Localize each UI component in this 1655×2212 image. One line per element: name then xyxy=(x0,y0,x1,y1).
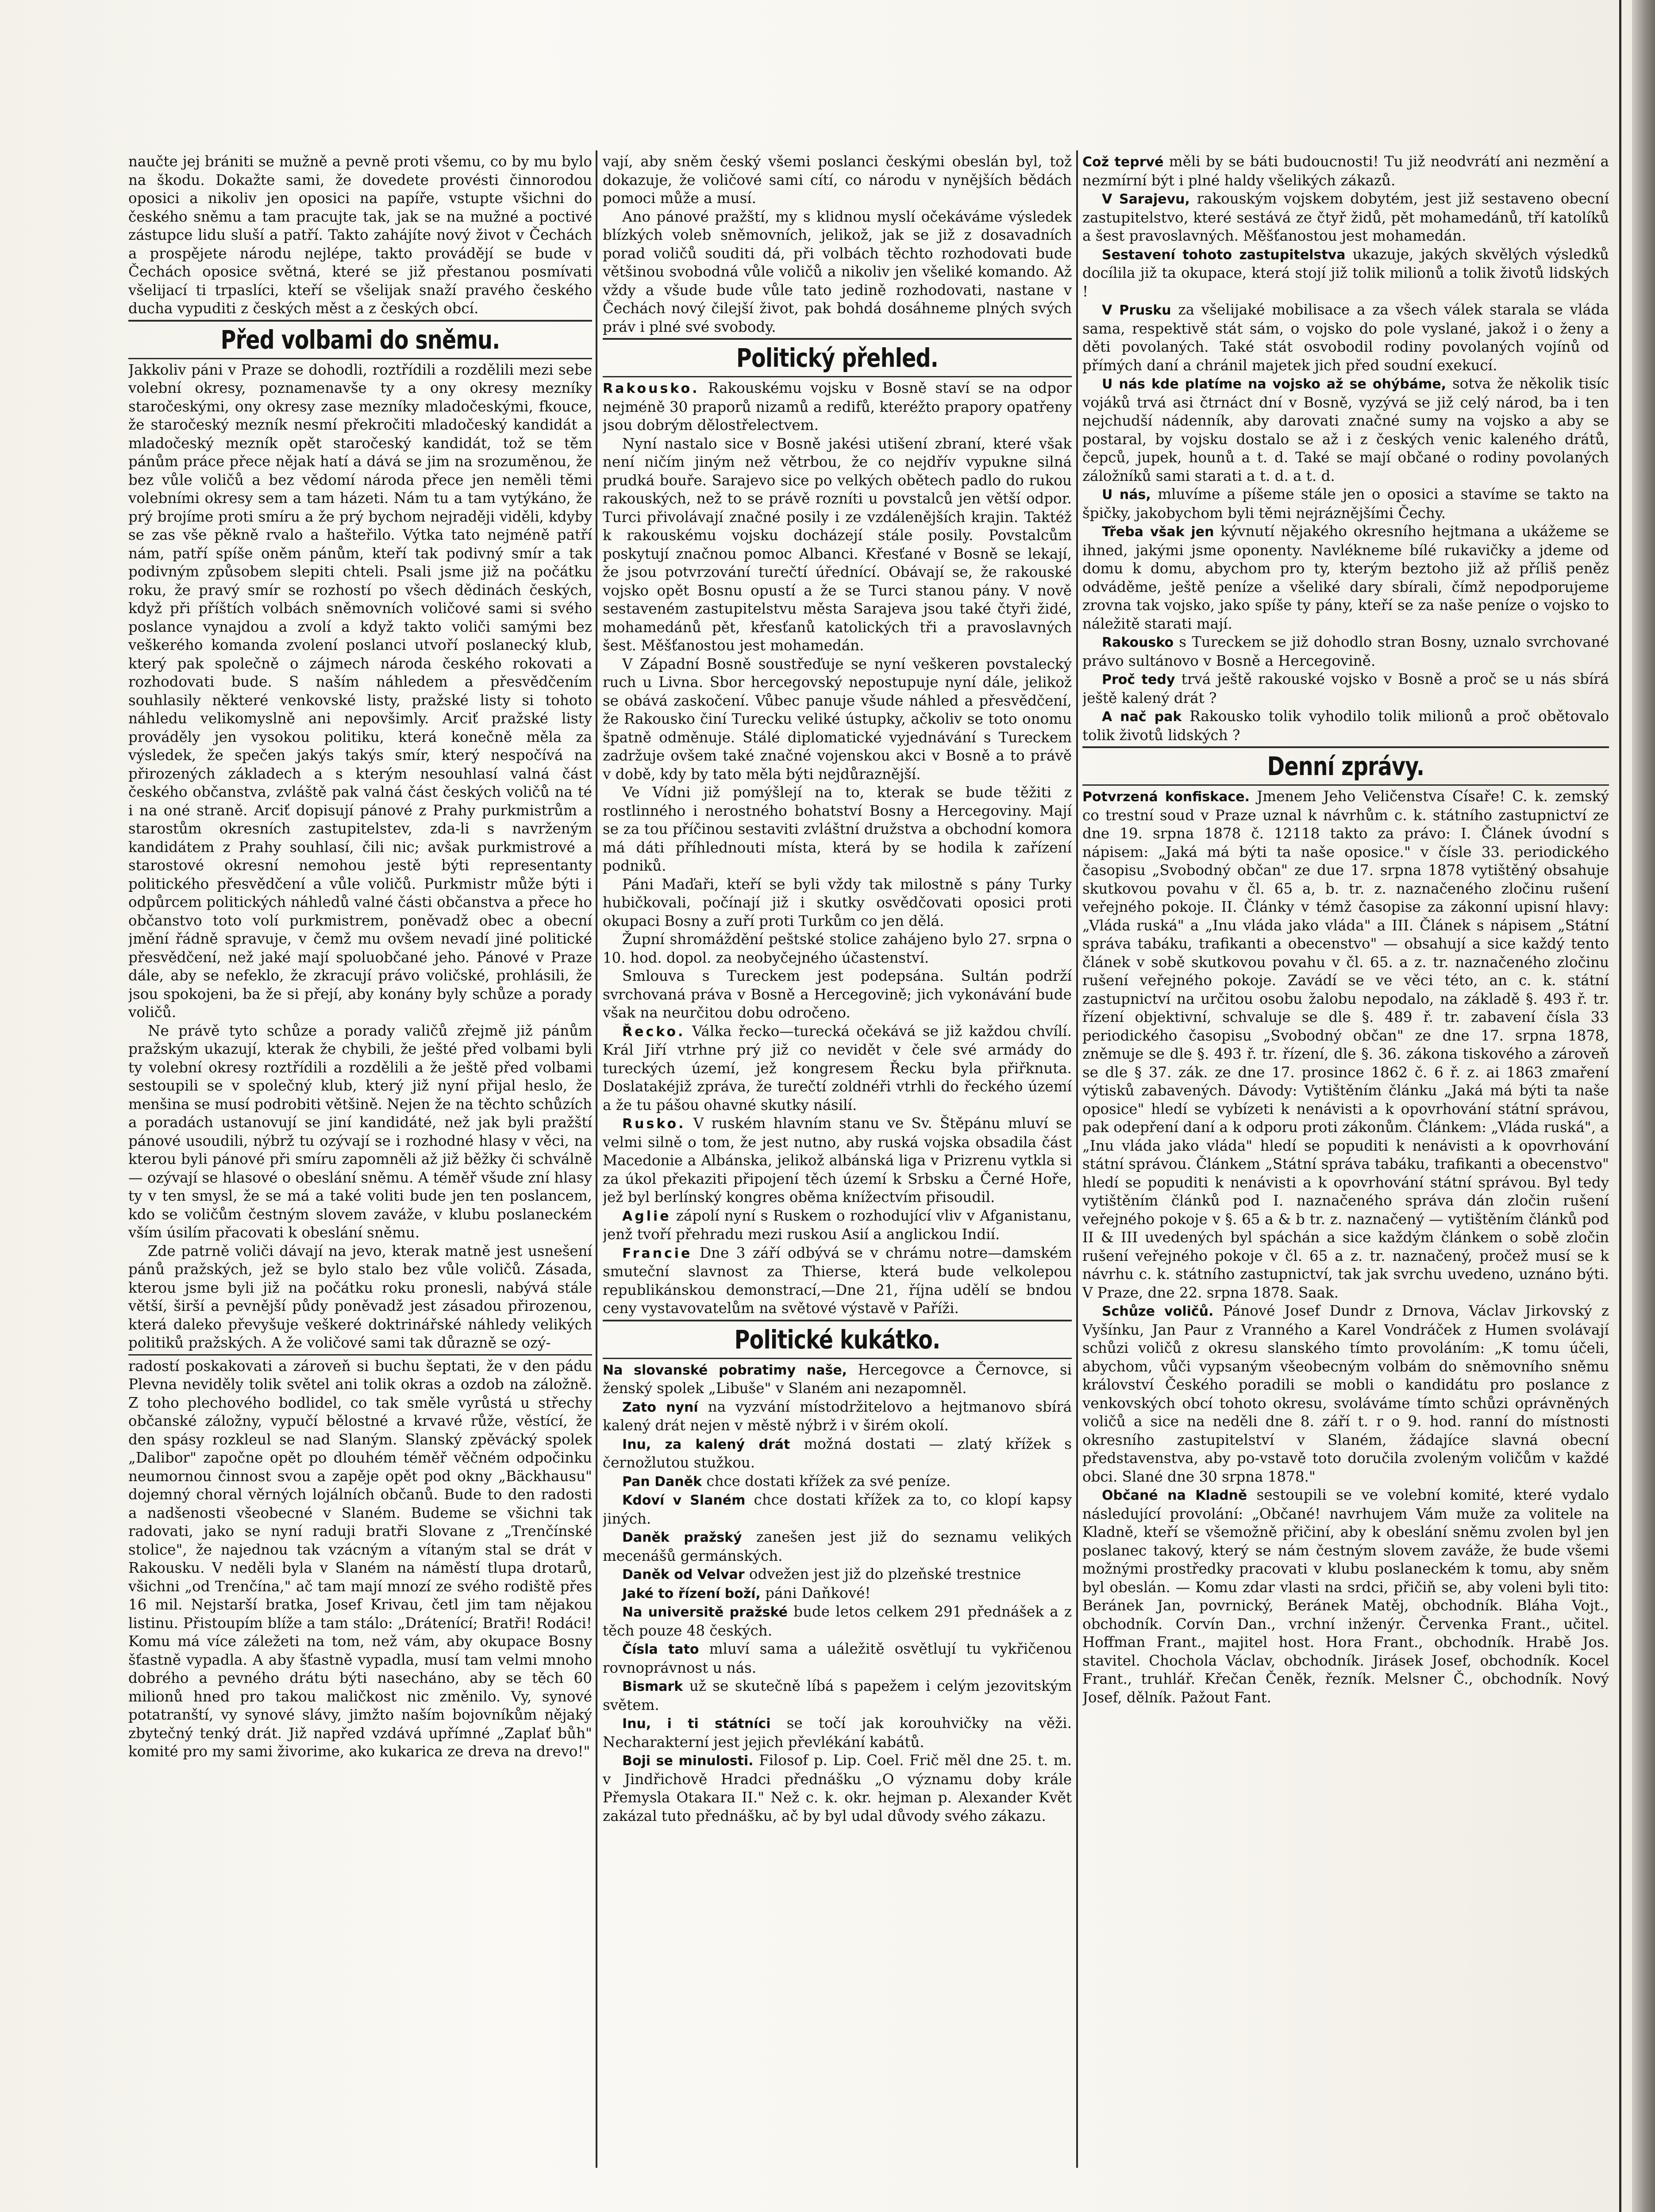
section-divider xyxy=(128,358,592,359)
item-lead: Občané na Kladně xyxy=(1102,1488,1247,1503)
item-text: na vyzvání místodržitelovo a hejtmanovo sbírá kalený drát nejen v městě nýbrž i v širém okolí. xyxy=(603,1398,1072,1434)
section-heading-political-peephole: Politické kukátko. xyxy=(734,1324,940,1355)
news-paragraph: Nyní nastalo sice v Bosně jakési utišení zbraní, které však není ničím jiným než větrbou, že co nejdřív vypukne silná prudká bouře. Sarajevo sice po velkých obětech padlo do rukou rakouských, než to se právě rozníti u povstalců jen větší odpor. Turci přivolávají značné posily i ze vzdálenějších krajin. Taktéž k rakouskému vojsku docházejí stále posily. Povstalcům poskytují značnou pomoc Albanci. Křesťané v Bosně se lekají, že jsou potvrzování turečtí úřednící. Obávají se, že rakouské vojsko opět Bosnu opustí a že se Turci stanou pány. V nově sestaveném zastupitelstvu města Sarajeva jsou také čtyři židé, mohamedánů pět, křesťanů katolických tři a pravoslavných šest. Měšťanostou jest mohamedán. xyxy=(603,435,1072,654)
news-paragraph: Smlouva s Tureckem jest podepsána. Sultán podrží svrchovaná práva v Bosně a Hercegovině; jich vykonávání bude však na neurčitou dobu odročeno. xyxy=(603,968,1072,1021)
item-lead: U nás, xyxy=(1102,487,1151,503)
item-text: sotva že několik tisíc vojáků trvá asi čtrnáct dní v Bosně, vyzývá se již celý národ, ba i ten nejchudší nádenník, aby darovati značné sumy na vojsko a aby se postaral, by vojsku dostalo se až i z českých venic kaleného drátů, čepců, jupek, hounů a t. d. Také se mají občané o rodiny povolaných záložníků sami starati a t. d. a t. d. xyxy=(1082,375,1609,484)
article-continuation-paragraph: vají, aby sněm český všemi poslanci českými obeslán byl, tož dokazuje, že voličové sami cítí, co národu v nynějších bědách pomoci může a musí. xyxy=(603,153,1072,207)
item-text: chce dostati křížek za to, co klopí kapsy jiných. xyxy=(603,1491,1072,1527)
section-divider xyxy=(603,1320,1072,1321)
country-lead: Francie xyxy=(622,1245,693,1261)
section-divider xyxy=(1082,746,1609,748)
section-divider xyxy=(603,1358,1072,1359)
article-continuation-paragraph: naučte jej brániti se mužně a pevně proti všemu, co by mu bylo na škodu. Dokažte sami, že dovedete provésti činnorodou oposici a nikoliv jen oposici na papíře, vstupte všichni do českého sněmu a tam pracujte tak, jak se na mužné a poctivé zástupce lidu sluší a patří. Takto zahájíte nový život v Čechách a prospějete národu nejlépe, takto provádějí se bude v Čechách oposice světná, které se již přestanou posmívati všelijací ti trpaslíci, kteří se všelijak snaží pravého českého ducha vypuditi z českých měst a z českých obcí. xyxy=(128,153,592,317)
feuilleton-paragraph: radostí poskakovati a zároveň si buchu šeptati, že v den pádu Plevna neviděly tolik světel ani tolik okras a ozdob na záložně. Z toho plechového bodlidel, co tak směle vyrůstá u střechy občanské záložny, vypučí bělostné a krvavé růže, věstící, že den spásy rozkleul se nad Slaným. Slanský zpěvácký spolek „Dalibor" započne opět po dlouhém téměř věčném odpočinku neumornou činnost svou a zapěje opět pod okny „Bäckhausu" dojemný choral věrných lojálních občanů. Bude to den radosti a nadšenosti všeobecné v Slaném. Budeme se všichni tak radovati, jako se nyní raduji bratři Slovane z „Trenčínské stolice", že najednou tak vzácným a vítaným stal se drát v Rakousku. V neděli byla v Slaném na náměstí tlupa drotarů, všichni „od Trenčína," ač tam mají mnozí ze svého rodiště přes 16 mil. Nejstarší bratka, Josef Krivau, četl jim tam nějakou listinu. Přistoupím blíže a tam stálo: „Drátenící; Bratři! Rodáci! Komu má více záležeti na tom, než vám, aby okupace Bosny šťastně vypadla. A aby šťastně vypadla, musí tam velmi mnoho dobrého a pevného drátu býti nasecháno, aby se těch 60 milionů hned pro takou maličkost nic změnilo. Vy, synové potatranští, vy synové slávy, jimžto naším bojovníkům nějaký zbytečný tenký drát. Již napřed vzdává upřímné „Zaplať bůh" komité pro my sami živorime, ako kukarica ze dreva na drevo!" xyxy=(128,1357,592,1760)
item-lead: Čísla tato xyxy=(622,1642,699,1657)
page-edge-shadow xyxy=(1632,0,1655,2212)
item-text: Rakousko tolik vyhodilo tolik milionů a proč obětovalo tolik životů lidských ? xyxy=(1082,708,1609,744)
section-heading-political-overview: Politický přehled. xyxy=(736,343,939,373)
article-paragraph: Jakkoliv páni v Praze se dohodli, roztřídili a rozdělili mezi sebe volební okresy, poznamenavše ty a ony okresy mezníky staročeskými, ony okresy zase mezníky mladočeskými, fkouce, že staročeský mezník nesmí překročiti mladočeský kandidát a mladočeský mezník opět staročeský kandidát, tož se těm pánům práce přece nějak hatí a dává se jim na srozuměnou, že bez vůle voličů a bez vědomí národa přece jen neměli těmi volebními okresy sem a tam házeti. Nám tu a tam vytýkáno, že prý brojíme proti smíru a že prý bychom nejraději viděli, kdyby se zas vše pěkně rvalo a hašteřilo. Výtka tato nejméně patří nám, patří spíše oněm pánům, kteří tak podivný smír a tak podivným způsobem slepiti chteli. Psali jsme již na počátku roku, že pravý smír se rozhostí po všech dědinách českých, když při příštích volbách sněmovních voličové sami si svého poslance vynajdou a zvolí a když takto voliči samými bez veškerého komanda zvolení poslanci utvoří poslanecký klub, který pak společně o zájmech národa českého rokovati a rozhodovati bude. S naším náhledem a přesvědčením souhlasily některé venkovské listy, pražské listy si tohoto náhledu velikomyslně ani nepovšimly. Arciť pražské listy prováděly jen vysokou politiku, která konečně měla za výsledek, že spečen jakýs takýs smír, který nespočívá na přirozených základech a s kterým nesouhlasí valná část českého občanstva, zvláště pak valná část českých voličů na té i na oné straně. Arciť dopisují pánové z Prahy purkmistrům a starostům okresních zastupitelstev, zda-li s navrženým kandidátem z Prahy souhlasí, čili nic; avšak purkmistrové a starostové okresní nemohou jestě býti representanty politického přesvědčení a vůle voličů. Purkmistr může býti i odpůrcem politických náhledů valné části občanstva a přece ho občanstvo toto volí purkmistrem, poněvadž obec a obecní jmění řádně spravuje, v čemž mu ovšem nevadí jiné politické přesvědčení, než jaké mají spoluobčané jeho. Pánové v Praze dále, aby se nefeklo, že zkracují právo voličské, prohlásili, že jsou spokojeni, ba že si přejí, aby konány byly schůze a porady voličů. xyxy=(128,361,592,1021)
column-rule xyxy=(1076,150,1078,2168)
item-text: bude letos celkem 291 přednášek a z těch pouze 48 českých. xyxy=(603,1603,1072,1639)
item-text: páni Daňkové! xyxy=(760,1584,871,1601)
item-text: možná dostati — zlatý křížek s černožlutou stužkou. xyxy=(603,1435,1072,1471)
section-divider xyxy=(603,376,1072,377)
item-lead: Potvrzená konfiskace. xyxy=(1082,789,1250,805)
item-text: už se skutečně líbá s papežem i celým jezovitským světem. xyxy=(603,1678,1072,1713)
item-text: rakouským vojskem dobytém, jest již sestaveno obecní zastupitelstvo, které sestává ze čtyř židů, pět mohamedánů, tří katolíků a šest pravoslavných. Měšťanostou jest mohamedán. xyxy=(1082,190,1609,244)
item-lead: Pan Daněk xyxy=(622,1474,702,1490)
news-text: zápolí nyní s Ruskem o rozhodující vliv v Afganistanu, jenž tvoří přehradu mezi ruskou Asií a anglickou Indií. xyxy=(603,1207,1072,1243)
column-middle xyxy=(603,153,1072,2190)
news-text: Dne 3 září odbývá se v chrámu notre—damském smuteční slavnost za Thierse, která bude velkolepou republikánskou demonstrací,—Dne 21, října udělí se bndou ceny vystavovatelům na světové výstavě v Paříži. xyxy=(603,1244,1072,1317)
news-paragraph: V Západní Bosně soustřeďuje se nyní veškeren povstalecký ruch u Livna. Sbor hercegovský nepostupuje nyní dále, jelikož se obává zaskočení. Vůbec panuje všude náhled a přesvědčení, že Rakousko činí Turecku veliké ústupky, ačkoliv se toto onomu špatně odměnuje. Stálé diplomatické vyjednávání s Tureckem zadržuje ovšem také značné vojenskou akci v Bosně a to právě v době, kdy by tato měla býti nejdůraznější. xyxy=(603,655,1072,783)
item-lead: Jaké to řízení boží, xyxy=(622,1586,761,1601)
item-text: mluvíme a píšeme stále jen o oposici a stavíme se takto na špičky, jakobychom byli těmi nejráznějšími Čechy. xyxy=(1082,486,1609,522)
country-lead: Rakousko. xyxy=(603,381,700,396)
item-lead: V Prusku xyxy=(1102,303,1171,318)
item-lead: Boji se minulosti. xyxy=(622,1753,754,1769)
item-lead: Sestavení tohoto zastupitelstva xyxy=(1102,247,1346,263)
section-heading-daily-news: Denní zprávy. xyxy=(1267,751,1424,781)
article-paragraph: Ano pánové pražští, my s klidnou myslí očekáváme výsledek blízkých voleb sněmovních, jelikož, jak se již z dosavadních porad voličů souditi dá, při volbách těchto rozhodovati bude většinou svobodná vůle voličů a nikoliv jen všeliké komando. Až vždy a všude bude vůle tato jedině rozhodovati, nastane v Čechách nový čilejší život, pak bohdá dosáhneme plných svých práv i plné své svobody. xyxy=(603,208,1072,335)
item-lead: Bismark xyxy=(622,1679,683,1694)
article-heading-elections: Před volbami do sněmu. xyxy=(220,324,500,355)
item-text: s Tureckem se již dohodlo stran Bosny, uznalo svrchované právo sultánovo v Bosně a Hercegovině. xyxy=(1082,634,1609,669)
item-text: Filosof p. Lip. Coel. Frič měl dne 25. t. m. v Jindřichově Hradci přednášku „O významu doby krále Přemysla Otakara II." Než c. k. okr. hejman p. Alexander Květ zakázal tuto přednášku, ač by byl udal důvody svého zákazu. xyxy=(603,1752,1072,1824)
item-lead: Daněk od Velvar xyxy=(622,1567,745,1582)
item-lead: Daněk pražský xyxy=(622,1530,742,1545)
country-lead: Aglie xyxy=(622,1208,671,1224)
item-text: se točí jak korouhvičky na věži. Necharakterní jest jejich převlékání kabátů. xyxy=(603,1715,1072,1751)
section-divider xyxy=(1082,784,1609,786)
column-right xyxy=(1082,153,1609,2190)
news-paragraph: Páni Maďaři, kteří se byli vždy tak milostně s pány Turky hubičkovali, počínají již i skutky osvědčovati oposici proti okupaci Bosny a zuří proti Turkům co jen dělá. xyxy=(603,876,1072,929)
item-lead: Inu, i ti státníci xyxy=(622,1716,771,1732)
item-lead: U nás kde platíme na vojsko až se ohýbáme, xyxy=(1102,376,1447,392)
item-text: chce dostati křížek za své peníze. xyxy=(702,1472,951,1490)
item-lead: Proč tedy xyxy=(1102,672,1175,687)
item-text: Pánové Josef Dundr z Drnova, Václav Jirkovský z Vyšínku, Jan Paur z Vranného a Karel Vondráček z Humen svolávají schůzi voličů z okresu slanského tímto provoláním: „K tomu účeli, abychom, vůči vypsaným všeobecným volbám do sněmovního sněmu království Českého poradili se mobli o kandidátu pro poslance z venkovských obcí tohoto okresu, svoláváme tímto schůzi oprávněných voličů a sice na neděli dne 8. září t. r o 9. hod. ranní do místnosti okresního zastupitelství v Slaném, žádajíce slavná obecní představenstva, aby po-vstavě toto doručila zvoleným voličům v každé obci. Slané dne 30 srpna 1878." xyxy=(1082,1302,1609,1485)
item-text: Jmenem Jeho Veličenstva Císaře! C. k. zemský co trestní soud v Praze uznal k návrhům c. k. státního zastupnictví ze dne 19. srpna 1878 č. 12118 takto za právo: I. Článek úvodní s nápisem: „Jaká má býti ta naše oposice." v čísle 33. periodického časopisu „Svobodný občan" ze due 17. srpna 1878 vytištěný obsahuje skutkovou povahu v čl. 65 a, b. tr. z. naznačeného zločinu rušení veřejného pokoje. II. Články v témž časopise za zákonní upisní hlavy: „Vláda ruská" a „Inu vláda jako vláda" a III. Článek s nápisem „Státní správa tabáku, trafikanti a obecenstvo" — obsahují a sice každý tento článek v sobě skutkovou povahu v čl. 65. a z. tr. naznačeného zločinu rušení veřejného pokoje. Zavádí se ve věci této, an c. k. státní zastupnictví na určitou osobu žalobu nepodalo, na základě §. 493 ř. tr. řízení objektivní, schvaluje se dle §. 489 ř. tr. zabavení čísla 33 periodického časopisu „Svobodný občan" ze dne 17. srpna 1878, zněmuje se dle §. 493 ř. tr. řízení, dle §. 36. zákona tiskového a zároveň se dle § 37. zák. ze dne 17. prosince 1862 č. 6 ř. z. ai 1863 zmaření výtisků zabavených. Dávody: Vytištěním článku „Jaká má býti ta naše oposice" hledí se vybízeti k nenávisti a k opovrhování státní správou, pak odepření daní a k odporu proti zákonům. Článkem: „Vláda ruská", a „Inu vláda jako vláda" hledí se popuditi k nenávisti a k opovrhování státní správou. Článkem „Státní správa tabáku, trafikanti a obecenstvo" hledí se popuditi k nenávisti a k opovrhování státní správou. Byl tedy vytištěním článků pod I. naznačeného správa dán zločin rušení veřejného pokoje v §. 65 a & b tr. z. naznačený — vytištěním článků pod II & III uvedených byl spáchán a sice každým článkem o sobě zločin rušení veřejného pokoje v čl. 65 a z. tr. naznačený, pročež musí se k návrhu c. k. státního zastupnictví, tak jak svrchu uvedeno, uznáno býti. V Praze, dne 22. srpna 1878. Saak. xyxy=(1082,788,1609,1301)
item-lead: A nač pak xyxy=(1102,709,1182,725)
item-lead: Zato nyní xyxy=(622,1399,698,1415)
item-text: Hercegovce a Černovce, si ženský spolek „Libuše" v Slaném ani nezapomněl. xyxy=(603,1361,1072,1397)
news-paragraph: Ve Vídni již pomýšlejí na to, kterak se bude těžiti z rostlinného i nerostného bohatství Bosny a Hercegoviny. Mají se za tou příčinou sestaviti zvláštní družstva a obchodní komora má dáti příhlednouti místa, která by se hodila k zařízení podniků. xyxy=(603,784,1072,874)
section-divider xyxy=(603,338,1072,340)
country-lead: Rusko. xyxy=(622,1116,686,1132)
section-divider xyxy=(128,1354,592,1356)
item-text: za všelijaké mobilisace a za všech válek starala se vláda sama, respektivě stát sám, o vojsko do pole vyslané, jakož i o ženy a děti povolaných. Také stát osvobodil rodiny povolaných vojínů od přímých daní a chránil majetek jich před soudní exekucí. xyxy=(1082,301,1609,374)
item-lead: Schůze voličů. xyxy=(1102,1304,1214,1319)
item-lead: Kdoví v Slaném xyxy=(622,1493,746,1508)
news-text: Válka řecko—turecká očekává se již každou chvílí. Král Jiří vtrhne prý již co nevidět v čele své armády do tureckých území, jež kongresem Řecku byla přiřknuta. Doslatakéjiž zpráva, že turečtí zoldnéři vtrhli do řeckého území a že tu pášou ohavné skutky násilí. xyxy=(603,1022,1072,1114)
article-paragraph: Ne právě tyto schůze a porady valičů zřejmě již pánům pražským ukazují, kterak že chybili, že ješté před volbami byli ty volební okresy roztřídili a rozdělili a že ještě před volbami sestoupili se v společný klub, který již nyní přijal heslo, že menšina se musí podrobiti většině. Nejen že na těchto schůzích a poradách ustanovují se jiní kandidáté, než jak byli pražští pánové usoudili, nýbrž tu ozývají se i rozhodné hlasy v věci, na kterou byli pánové při smíru zapomněli až již běžky či schválně — ozývají se hlasové o obeslání sněmu. A téměř všude zní hlasy ty v ten smysl, že se má a také voliti bude jen ten poslancem, kdo se voličům čestným slovem zaváže, v klubu poslaneckém vším úsilím přacovati k obeslání sněmu. xyxy=(128,1022,592,1241)
item-lead: Což teprvé xyxy=(1082,154,1164,170)
item-lead: Inu, za kalený drát xyxy=(622,1436,790,1452)
country-lead: Řecko. xyxy=(622,1024,685,1040)
item-text: sestoupili se ve volební komité, které vydalo následující provolání: „Občané! navrhujem Vám muže za volitele na Kladně, kteří se všemožně přičiní, aby k obeslání sněmu zvolen byl jen poslanec takový, který se nám čestným slovem zaváže, že bude všemi možnými prostředky pracovati v klubu poslaneckém k tomu, aby sněm byl obeslán. — Komu zdar vlasti na srdci, přičiň se, aby voleni byli tito: Beránek Jan, povrnický, Beránek Matěj, obchodník. Bláha Vojt., obchodník. Corvín Dan., vrchní inženýr. Červenka Frant., učitel. Hoffman Frant., majitel host. Hora Frant., obchodník. Hrabě Jos. stavitel. Chochola Václav, obchodník. Jirásek Josef, obchodník. Kocel Frant., truhlář. Křečan Čeněk, řezník. Melsner Č., obchodník. Nový Josef, dělník. Pažout Fant. xyxy=(1082,1486,1609,1706)
item-text: mluví sama a uáležitě osvětlují tu vykřičenou rovnoprávnost u nás. xyxy=(603,1640,1072,1676)
news-text: V ruském hlavním stanu ve Sv. Štěpánu mluví se velmi silně o tom, že jest nutno, aby ruská vojska obsadila část Macedonie a Albánska, jelikož albánská liga v Prizrenu vytkla si za úkol překaziti připojení těch území k Srbsku a Černé Hoře, jež byl berlínský kongres oběma knížectvím přisoudil. xyxy=(603,1115,1072,1206)
item-text: trvá ještě rakouské vojsko v Bosně a proč se u nás sbírá ještě kalený drát ? xyxy=(1082,671,1609,707)
news-paragraph: Župní shromáždění peštské stolice zahájeno bylo 27. srpna o 10. hod. dopol. za neobyčejného účastenství. xyxy=(603,931,1072,966)
item-lead: Na slovanské pobratimy naše, xyxy=(603,1362,847,1378)
item-text: měli by se báti budoucnosti! Tu již neodvrátí ani nezmění a nezmírní být i plné haldy všelikých zákazů. xyxy=(1082,153,1609,189)
column-rule xyxy=(596,150,597,2168)
item-text: odvežen jest již do plzeňské trestnice xyxy=(744,1566,1021,1582)
item-text: ukazuje, jakých skvělých výsledků docílila již ta okupace, která stojí již tolik milionů a tolik životů lidských ! xyxy=(1082,246,1609,300)
item-text: kývnutí nějakého okresního hejtmana a ukážeme se ihned, jakými jsme oponenty. Navlékneme bílé rukavičky a jdeme od domu k domu, abychom pro ty, kterým beztoho již až příliš peněz odváděme, ještě peníze a všeliké dary sbírali, čímž nepodporujeme zrovna tak vojsko, jako spíše ty pány, kteří se za naše peníze o vojsko to náležitě starati mají. xyxy=(1082,523,1609,632)
column-left xyxy=(128,153,592,2190)
section-divider xyxy=(128,320,592,322)
item-text: zanešen jest již do seznamu velikých mecenášů germánských. xyxy=(603,1528,1072,1564)
item-lead: Třeba však jen xyxy=(1102,524,1214,540)
item-lead: V Sarajevu, xyxy=(1102,192,1190,207)
page-edge-line xyxy=(1619,0,1621,2212)
news-text: Rakouskému vojsku v Bosně staví se na odpor nejméně 30 praporů nizamů a redifů, kteréžto prapory opatřeny jsou dobrým dělostřelectvem. xyxy=(603,380,1072,434)
item-lead: Rakousko xyxy=(1102,635,1174,650)
item-lead: Na universitě pražské xyxy=(622,1605,788,1620)
article-paragraph: Zde patrně voliči dávají na jevo, kterak matně jest usnešení pánů pražských, jež se bylo stalo bez vůle voličů. Zásada, kterou jsme byli již na počátku roku pronesli, nabývá stále větší, širší a pevnější půdy poněvadž jest zásadou přirozenou, která daleko převyšuje veškeré doktrinářské náhledy velikých politiků pražských. A že voličové sami tak důrazně se ozý- xyxy=(128,1242,592,1351)
